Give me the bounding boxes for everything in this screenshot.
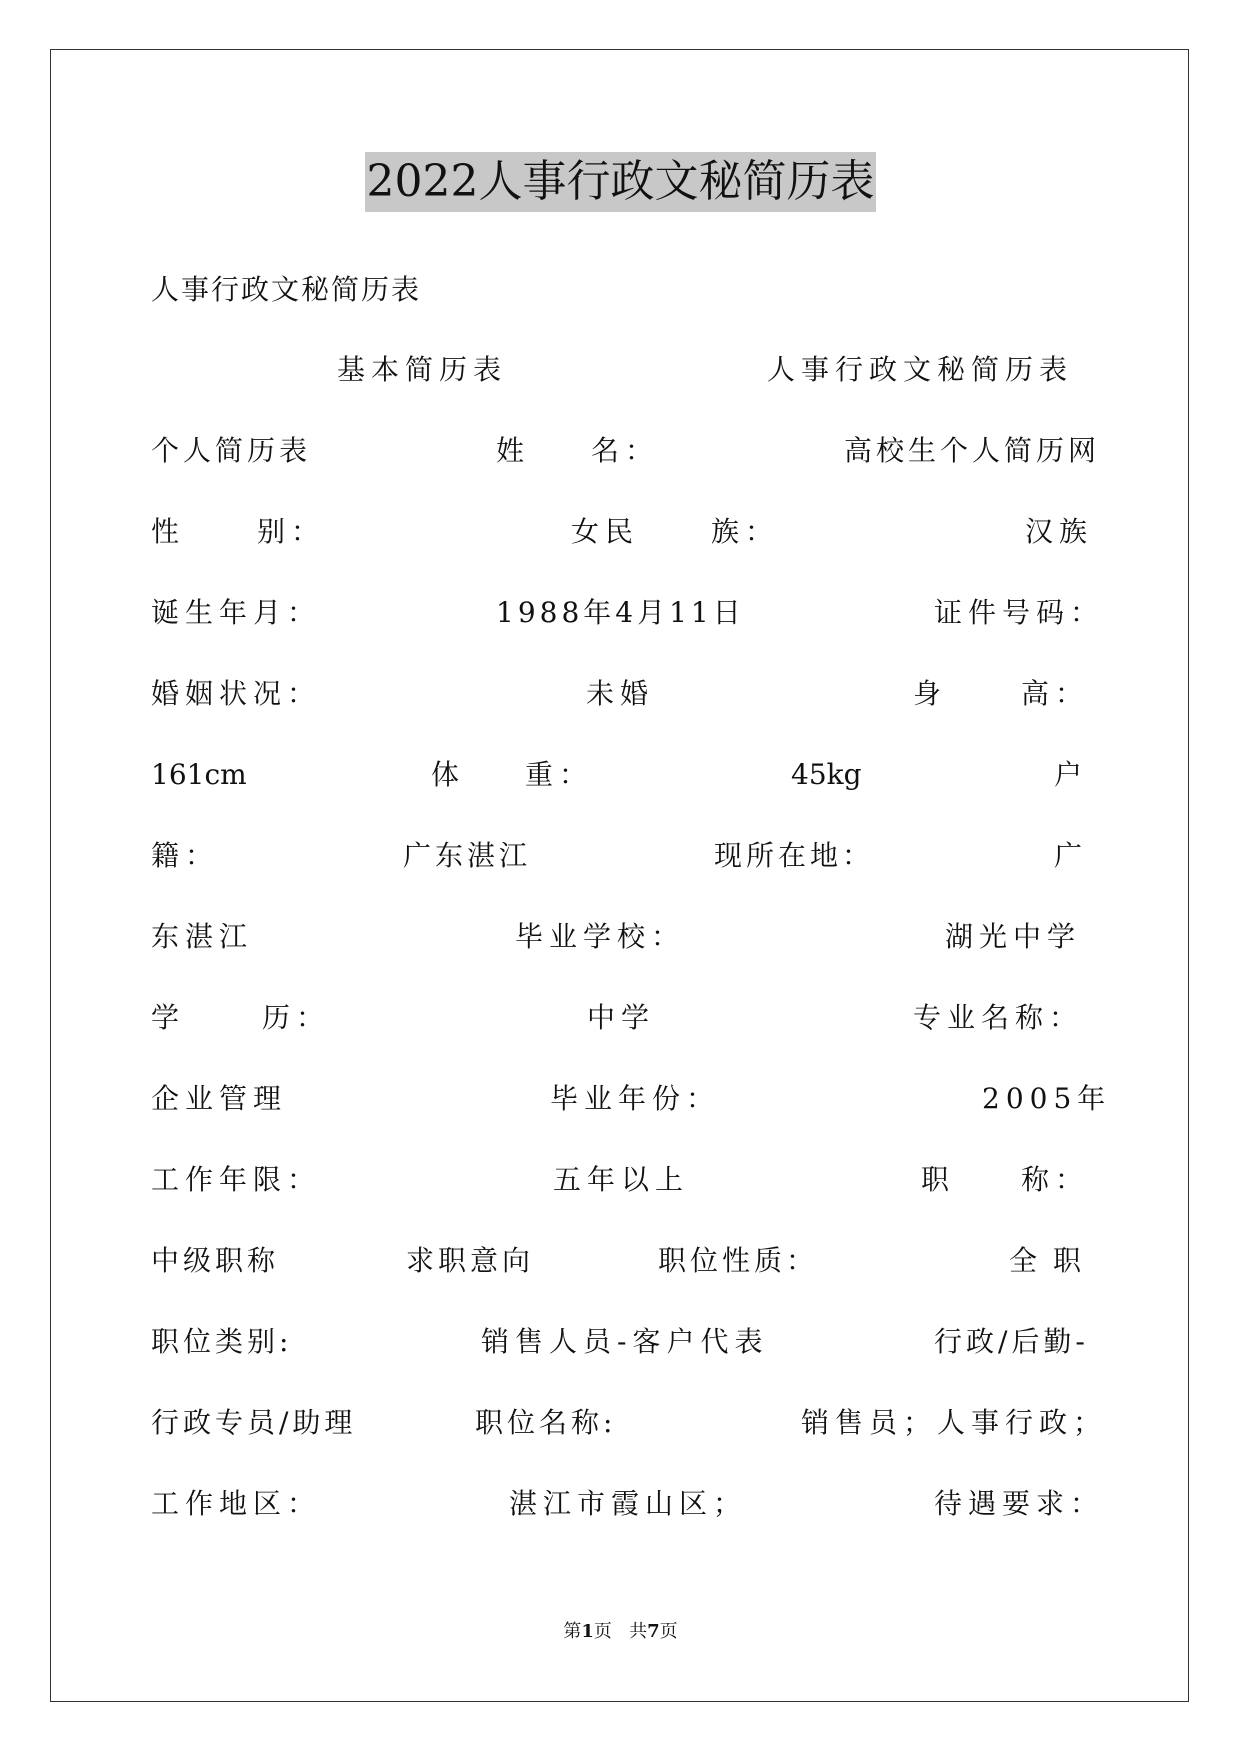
label-height-2: 高：: [1021, 677, 1090, 710]
value-school: 湖光中学: [945, 920, 1082, 953]
value-graduation-year: 2005年: [982, 1082, 1112, 1115]
label-major: 专业名称：: [913, 1001, 1084, 1034]
label-name-2: 名：: [591, 434, 660, 467]
page-footer: [0, 1620, 1241, 1644]
footer-suffix: 页: [659, 1621, 678, 1642]
label-name-1: 姓: [496, 434, 525, 467]
value-title: 中级职称: [151, 1244, 280, 1277]
label-work-years: 工作年限：: [151, 1163, 322, 1196]
value-hukou: 广东湛江: [403, 839, 532, 872]
row-job-name: [151, 1403, 1108, 1443]
value-location-1: 广: [1054, 839, 1083, 872]
value-ethnic: 汉族: [1025, 515, 1094, 548]
row-weight: [151, 755, 1087, 795]
value-work-area: 湛江市霞山区；: [509, 1487, 748, 1520]
value-job-category-2: 行政/后勤-: [934, 1325, 1089, 1358]
label-work-area: 工作地区：: [151, 1487, 322, 1520]
value-job-category-1: 销售人员-客户代表: [481, 1325, 769, 1358]
row-marital: [151, 674, 1090, 714]
row-work-area: [151, 1484, 1105, 1524]
value-gender-ethnic-label: 女民: [571, 515, 640, 548]
value-marital: 未婚: [586, 677, 655, 710]
row-major: [151, 1079, 1112, 1119]
row-gender: [151, 512, 1094, 552]
value-birth: 1988年4月11日: [496, 596, 745, 629]
label-weight-1: 体: [431, 758, 460, 791]
label-weight-2: 重：: [525, 758, 594, 791]
label-salary: 待遇要求：: [934, 1487, 1105, 1520]
title-container: [0, 152, 1241, 212]
label-job-name: 职位名称:: [475, 1406, 617, 1439]
row-hukou: [151, 836, 1087, 876]
label-personal-resume: 个人简历表: [151, 434, 312, 467]
value-job-category-3: 行政专员/助理: [151, 1406, 357, 1439]
label-resume-title: 人事行政文秘简历表: [767, 353, 1074, 386]
row-school: [151, 917, 1087, 957]
label-job-intent: 求职意向: [406, 1244, 535, 1277]
label-job-nature: 职位性质：: [658, 1244, 819, 1277]
value-work-years: 五年以上: [553, 1163, 690, 1196]
label-marital: 婚姻状况：: [151, 677, 322, 710]
value-job-nature: 全职: [1009, 1244, 1098, 1277]
label-title-2: 称：: [1021, 1163, 1090, 1196]
value-education: 中学: [587, 1001, 656, 1034]
label-ethnic: 族：: [711, 515, 780, 548]
row-birth: [151, 593, 1105, 633]
label-education-1: 学: [151, 1001, 180, 1034]
footer-prefix: 第: [563, 1621, 582, 1642]
label-hukou-1: 户: [1054, 758, 1083, 791]
footer-mid: 页: [593, 1621, 612, 1642]
row-job-category: [151, 1322, 1087, 1362]
label-graduation-year: 毕业年份：: [550, 1082, 721, 1115]
label-birth: 诞生年月：: [151, 596, 322, 629]
label-title-1: 职: [921, 1163, 950, 1196]
label-basic-table: 基本简历表: [337, 353, 508, 386]
label-hukou-2: 籍：: [151, 839, 220, 872]
row-basic-table: [151, 350, 1087, 390]
row-job-intent: [151, 1241, 1098, 1281]
label-school: 毕业学校：: [515, 920, 686, 953]
label-education-2: 历：: [262, 1001, 331, 1034]
value-job-name: 销售员；人事行政；: [801, 1406, 1108, 1439]
value-name: 高校生个人简历网: [844, 434, 1101, 467]
label-height-1: 身: [913, 677, 942, 710]
label-job-category: 职位类别:: [151, 1325, 293, 1358]
row-work-years: [151, 1160, 1090, 1200]
value-major: 企业管理: [151, 1082, 288, 1115]
label-gender-1: 性: [151, 515, 180, 548]
footer-page-number: 1: [581, 1621, 594, 1642]
value-weight: 45kg: [791, 758, 862, 791]
document-title: 2022人事行政文秘简历表: [365, 152, 877, 212]
value-height: 161cm: [151, 758, 247, 791]
intro-text: 人事行政文秘简历表: [151, 273, 422, 306]
label-id-number: 证件号码：: [934, 596, 1105, 629]
label-location: 现所在地：: [714, 839, 875, 872]
label-gender-2: 别：: [257, 515, 326, 548]
row-education: [151, 998, 1087, 1038]
footer-total-pages: 7: [647, 1621, 660, 1642]
row-name: [151, 431, 1101, 471]
footer-total-prefix: 共: [629, 1621, 648, 1642]
value-location-2: 东湛江: [151, 920, 254, 953]
